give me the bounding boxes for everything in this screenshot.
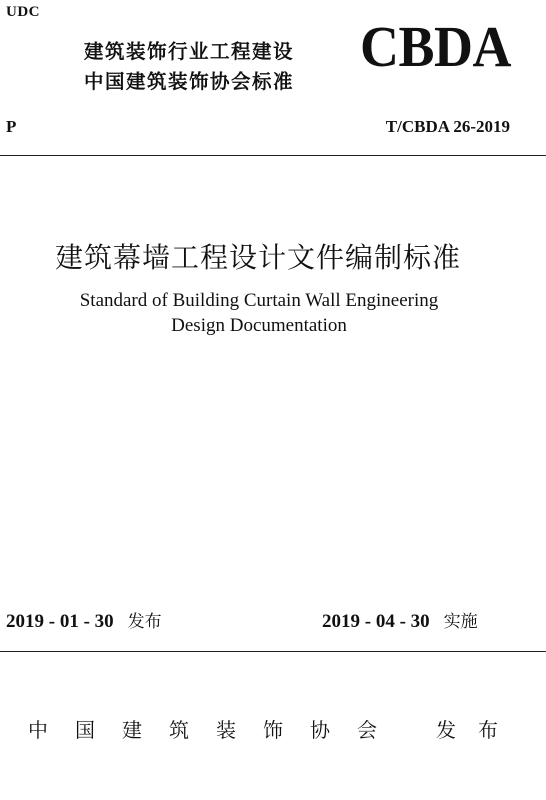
bottom-divider [0,651,546,652]
title-english-line-1: Standard of Building Curtain Wall Engineering [79,290,439,311]
standard-number: T/CBDA 26-2019 [385,117,510,136]
implement-date: 2019 - 04 - 30 [322,611,430,632]
issue-date-block [6,607,162,633]
issue-date: 2019 - 01 - 30 [6,611,114,632]
implement-date-block [322,607,478,633]
cbda-logo: CBDA [360,14,511,79]
implement-label: 实施 [443,612,478,632]
issue-label: 发布 [127,612,162,632]
publisher-char: 国 [75,718,95,742]
publisher-char: 饰 [263,718,283,742]
publisher-char: 中 [28,718,48,742]
publisher-char: 会 [357,718,377,742]
classification-code: P [6,117,17,136]
publisher-char: 建 [122,718,142,742]
organization-line-2: 中国建筑装饰协会标准 [84,70,295,93]
publisher-verb-char: 发 [436,718,456,742]
publisher-verb-char: 布 [478,718,498,742]
publisher-char: 协 [310,718,330,742]
title-english-line-2: Design Documentation [171,315,347,336]
publisher-verb [436,714,498,743]
publisher-char: 装 [216,718,236,742]
udc-label: UDC [6,4,40,20]
publisher-char: 筑 [169,718,189,742]
top-divider [0,155,546,156]
publisher-line [28,714,498,743]
title-chinese: 建筑幕墙工程设计文件编制标准 [54,241,461,274]
publisher-name [28,714,377,743]
organization-line-1: 建筑装饰行业工程建设 [84,40,295,63]
